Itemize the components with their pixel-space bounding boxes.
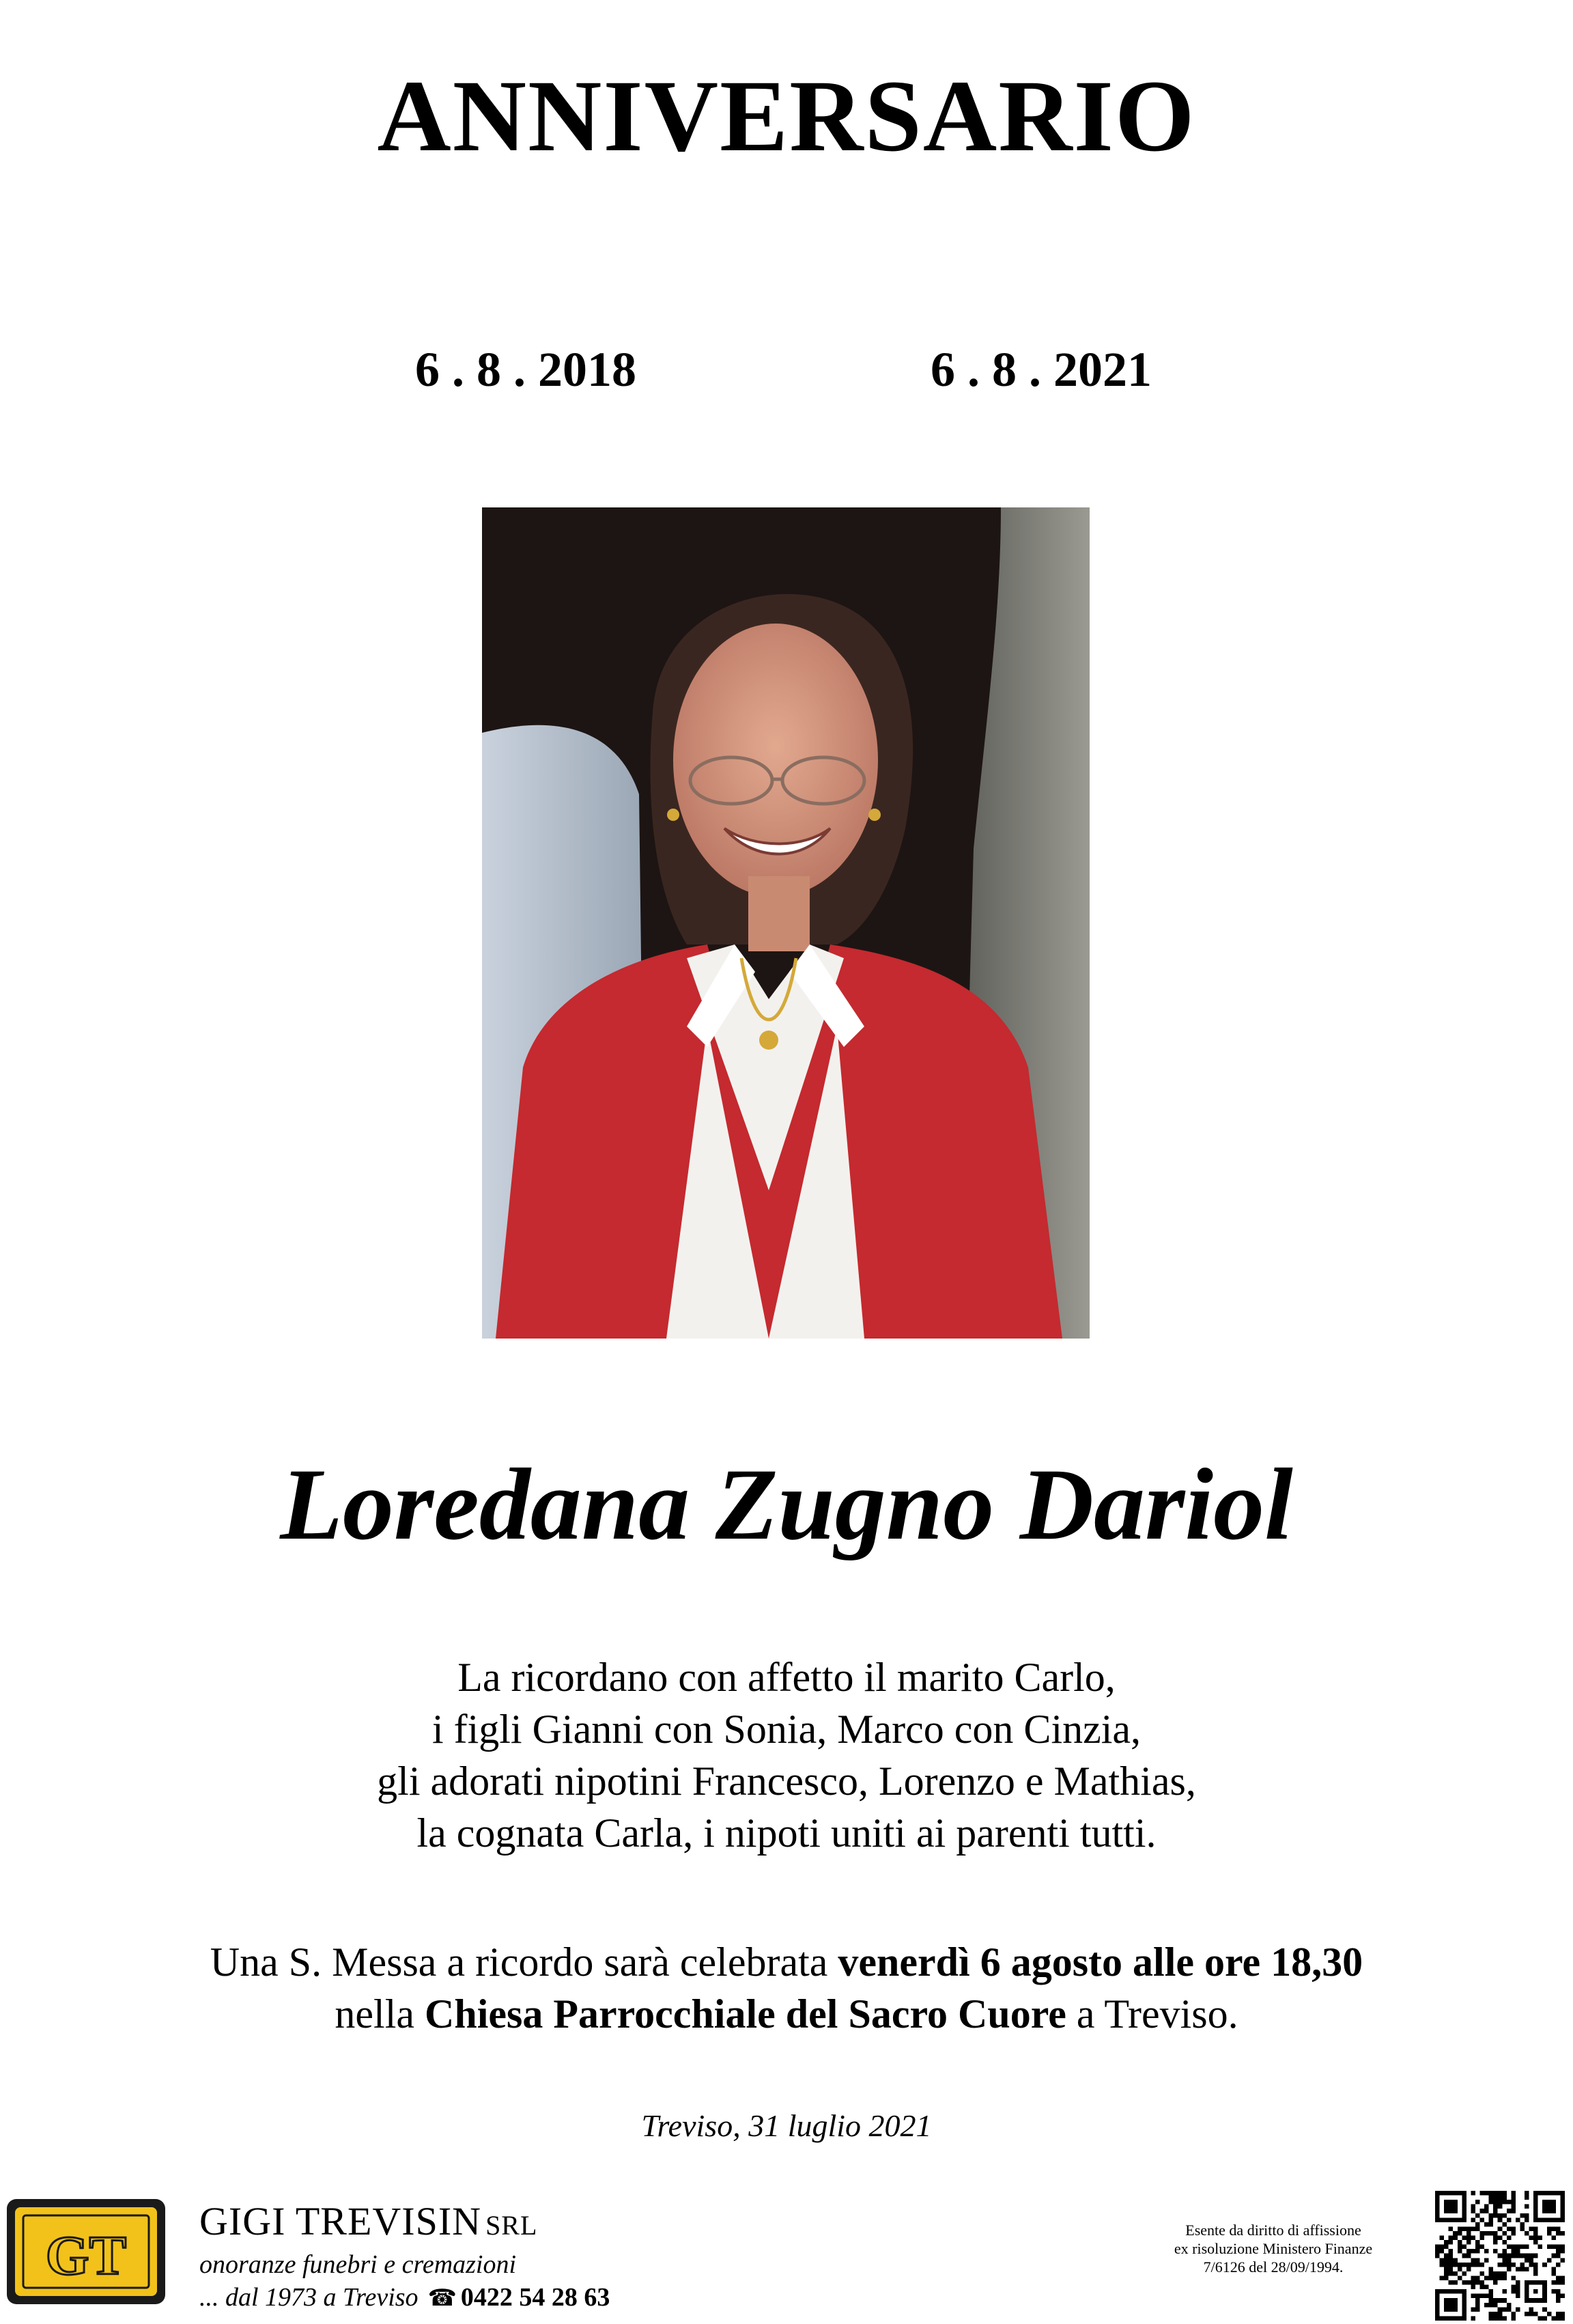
exemption-line: Esente da diritto di affissione (1185, 2222, 1361, 2239)
mourners-line: La ricordano con affetto il marito Carlo, (457, 1655, 1116, 1700)
mass-place-prefix: nella (335, 1991, 425, 2036)
mass-line-1 (0, 1936, 1573, 1988)
company-since (199, 2284, 610, 2310)
mourners-text (0, 1651, 1573, 1859)
mass-intro: Una S. Messa a ricordo sarà celebrata (210, 1940, 838, 1985)
company-name (199, 2199, 538, 2243)
mass-datetime: venerdì 6 agosto alle ore 18,30 (838, 1940, 1363, 1985)
page-title: ANNIVERSARIO (377, 59, 1196, 173)
place-and-date: Treviso, 31 luglio 2021 (641, 2108, 932, 2143)
mass-announcement (0, 1936, 1573, 2040)
qr-code[interactable] (1435, 2191, 1565, 2321)
exemption-notice (1120, 2221, 1427, 2276)
svg-text:GT: GT (45, 2224, 127, 2286)
date-end: 6 . 8 . 2021 (931, 342, 1152, 397)
mourners-line: i figli Gianni con Sonia, Marco con Cinzia, (431, 1707, 1142, 1752)
exemption-line: ex risoluzione Ministero Finanze (1174, 2240, 1373, 2257)
deceased-name: Loredana Zugno Dariol (280, 1448, 1293, 1561)
company-phone: 0422 54 28 63 (460, 2283, 610, 2312)
phone-icon: ☎ (427, 2286, 457, 2311)
company-name-text: GIGI TREVISIN (199, 2199, 482, 2243)
company-logo (5, 2198, 167, 2306)
company-tagline: onoranze funebri e cremazioni (199, 2250, 517, 2279)
mass-line-2 (0, 1988, 1573, 2040)
portrait-illustration (482, 507, 1090, 1339)
mass-city: a Treviso. (1066, 1991, 1238, 2036)
exemption-line: 7/6126 del 28/09/1994. (1203, 2258, 1344, 2276)
portrait-photo (482, 507, 1090, 1339)
mourners-line: gli adorati nipotini Francesco, Lorenzo e Mathias, (377, 1759, 1196, 1804)
date-start: 6 . 8 . 2018 (415, 342, 636, 397)
mourners-line: la cognata Carla, i nipoti uniti ai parenti tutti. (416, 1810, 1157, 1856)
company-suffix: SRL (485, 2210, 538, 2241)
company-since-text: ... dal 1973 a Treviso (199, 2283, 419, 2312)
mass-church: Chiesa Parrocchiale del Sacro Cuore (425, 1991, 1066, 2036)
